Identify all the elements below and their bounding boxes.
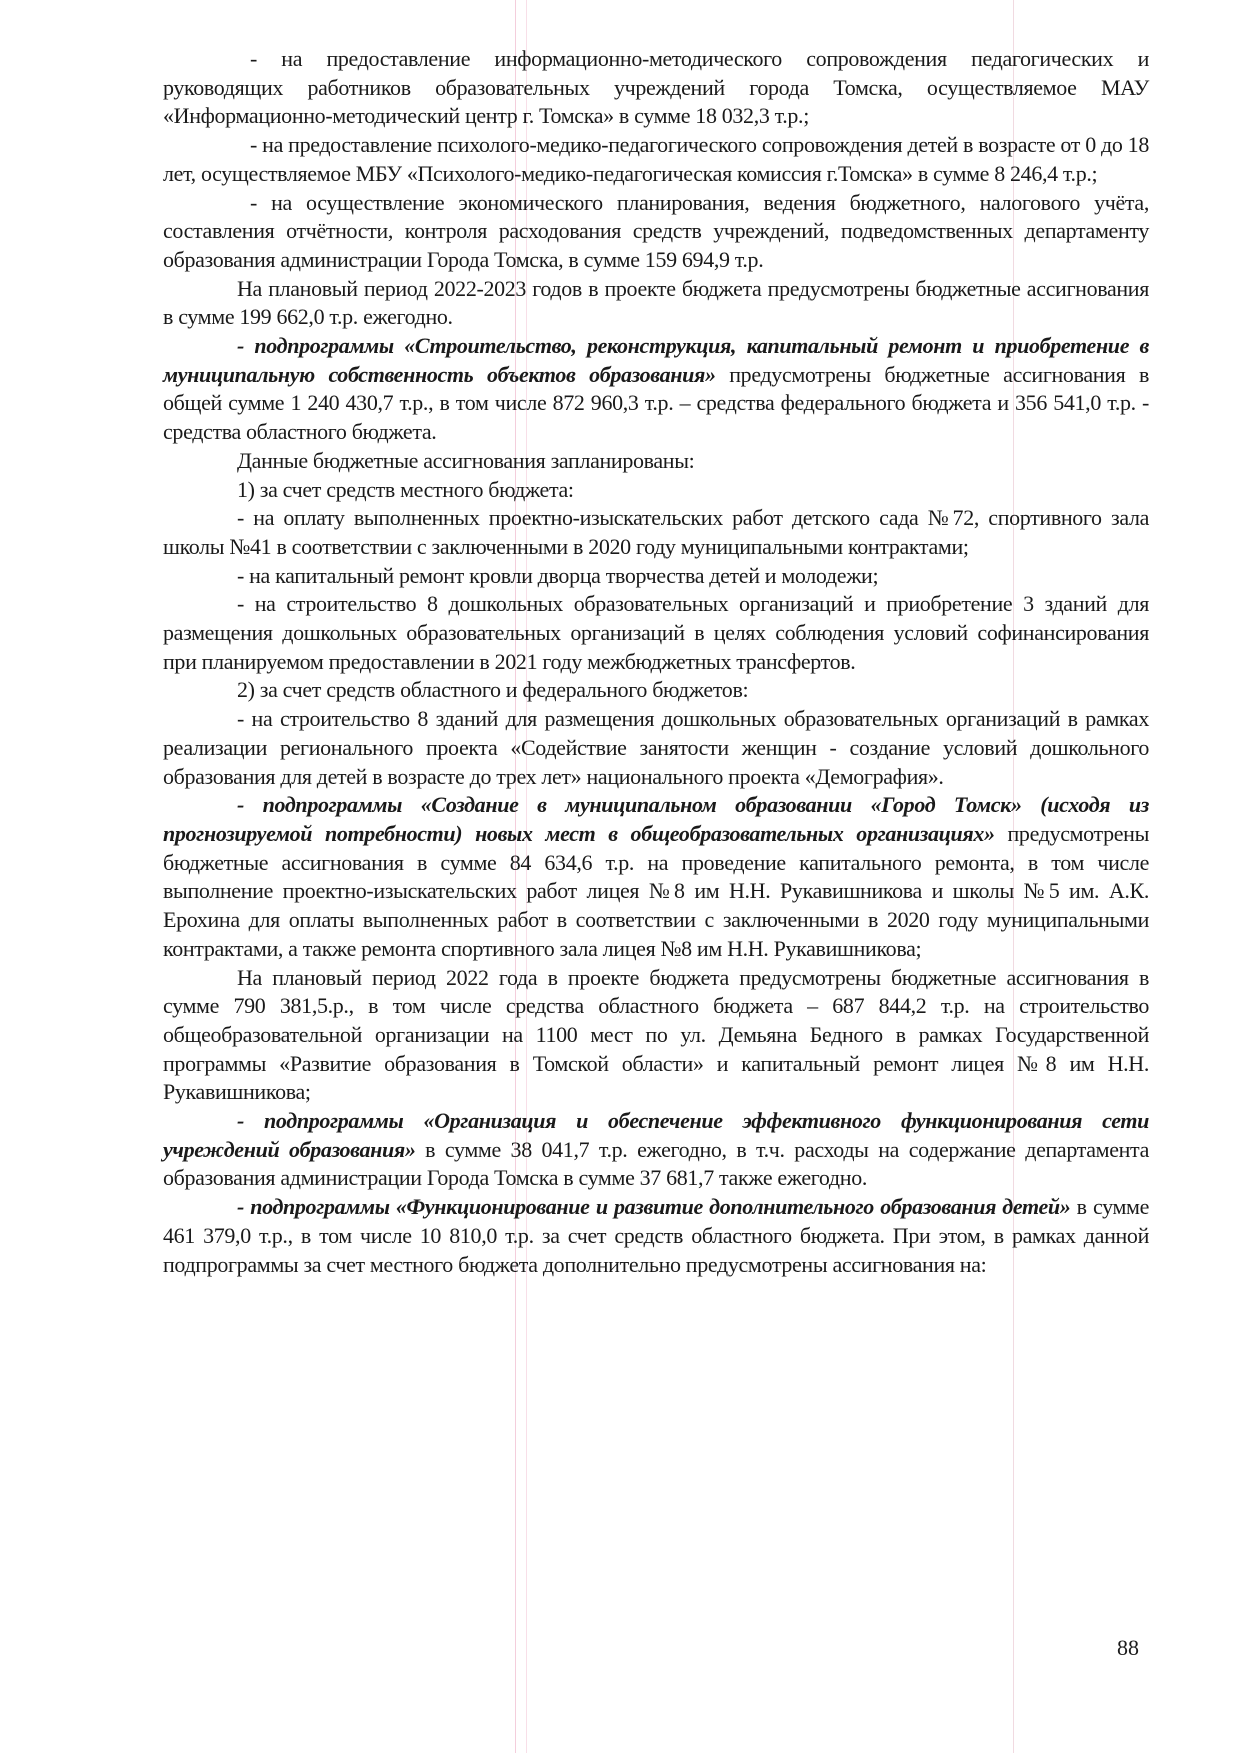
paragraph-roof-repair: - на капитальный ремонт кровли дворца творчества детей и молодежи; [237,562,879,588]
paragraph-survey-works: - на оплату выполненных проектно-изыскательских работ детского сада №72, спортивного зала школы №41 в соответствии с заключенными в 2020 году муниципальными контрактами; [163,505,1149,559]
paragraph-subprogram-new-places: - подпрограммы «Создание в муниципальном образовании «Город Томск» (исходя из прогнозируемой потребности) новых мест в общеобразовательных организациях» предусмотрены бюджетные ассигнования в сумме 84 634,6 т.р. на проведение капитального ремонта, в том числе выполнение проектно-изыскательских работ лицея №8 им Н.Н. Рукавишникова и школы №5 им. А.К. Ерохина для оплаты выполненных работ в соответствии с заключенными в 2020 году муниципальными контрактами, а также ремонта спортивного зала лицея №8 им Н.Н. Рукавишникова; [163,792,1149,961]
paragraph-demography-project: - на строительство 8 зданий для размещения дошкольных образовательных организаций в рамках реализации регионального проекта «Содействие занятости женщин - создание условий дошкольного образования для детей в возрасте до трех лет» национального проекта «Демография». [163,706,1149,789]
paragraph-regional-federal-heading: 2) за счет средств областного и федерального бюджетов: [237,677,749,703]
subprogram-title: - подпрограммы «Организация и обеспечение эффективного функционирования сети учреждений образования» [163,1108,1149,1162]
paragraph-preschool-construction: - на строительство 8 дошкольных образовательных организаций и приобретение 3 зданий для размещения дошкольных образовательных организаций в целях соблюдения условий софинансирования при планируемом предоставлении в 2021 году межбюджетных трансфертов. [163,591,1149,674]
paragraph-pmpk-support: - на предоставление психолого-медико-педагогического сопровождения детей в возрасте от 0 до 18 лет, осуществляемое МБУ «Психолого-медико-педагогическая комиссия г.Томска» в сумме 8 246,4 т.р.; [163,132,1149,186]
document-body [163,45,1149,1279]
paragraph-subprogram-additional-education: - подпрограммы «Функционирование и развитие дополнительного образования детей» в сумме 461 379,0 т.р., в том числе 10 810,0 т.р. за счет средств областного бюджета. При этом, в рамках данной подпрограммы за счет местного бюджета дополнительно предусмотрены ассигнования на: [163,1194,1149,1277]
paragraph-subprogram-network: - подпрограммы «Организация и обеспечение эффективного функционирования сети учреждений образования» в сумме 38 041,7 т.р. ежегодно, в т.ч. расходы на содержание департамента образования администрации Города Томска в сумме 37 681,7 также ежегодно. [163,1108,1149,1191]
subprogram-title: - подпрограммы «Создание в муниципальном образовании «Город Томск» (исходя из прогнозируемой потребности) новых мест в общеобразовательных организациях» [163,792,1149,846]
subprogram-title: - подпрограммы «Строительство, реконструкция, капитальный ремонт и приобретение в муниципальную собственность объектов образования» [163,333,1149,387]
paragraph-info-method-support: - на предоставление информационно-методического сопровождения педагогических и руководящих работников образовательных учреждений города Томска, осуществляемое МАУ «Информационно-методический центр г. Томска» в сумме 18 032,3 т.р.; [163,46,1149,129]
paragraph-planning-2022-2023: На плановый период 2022-2023 годов в проекте бюджета предусмотрены бюджетные ассигнования в сумме 199 662,0 т.р. ежегодно. [163,275,1149,330]
page-number: 88 [1117,1635,1139,1660]
paragraph-subprogram-construction: - подпрограммы «Строительство, реконструкция, капитальный ремонт и приобретение в муниципальную собственность объектов образования» предусмотрены бюджетные ассигнования в общей сумме 1 240 430,7 т.р., в том числе 872 960,3 т.р. – средства федерального бюджета и 356 541,0 т.р. - средства областного бюджета. [163,333,1149,445]
subprogram-title: - подпрограммы «Функционирование и развитие дополнительного образования детей» [237,1194,1071,1220]
paragraph-local-budget-heading: 1) за счет средств местного бюджета: [237,476,574,502]
paragraph-economic-planning: - на осуществление экономического планирования, ведения бюджетного, налогового учёта, составления отчётности, контроля расходования средств учреждений, подведомственных департаменту образования администрации Города Томска, в сумме 159 694,9 т.р. [163,189,1149,272]
paragraph-planning-2022: На плановый период 2022 года в проекте бюджета предусмотрены бюджетные ассигнования в сумме 790 381,5.р., в том числе средства областного бюджета – 687 844,2 т.р. на строительство общеобразовательной организации на 1100 мест по ул. Демьяна Бедного в рамках Государственной программы «Развитие образования в Томской области» и капитальный ремонт лицея №8 им Н.Н. Рукавишникова; [163,964,1149,1105]
paragraph-allocations-planned: Данные бюджетные ассигнования запланированы: [237,447,695,473]
